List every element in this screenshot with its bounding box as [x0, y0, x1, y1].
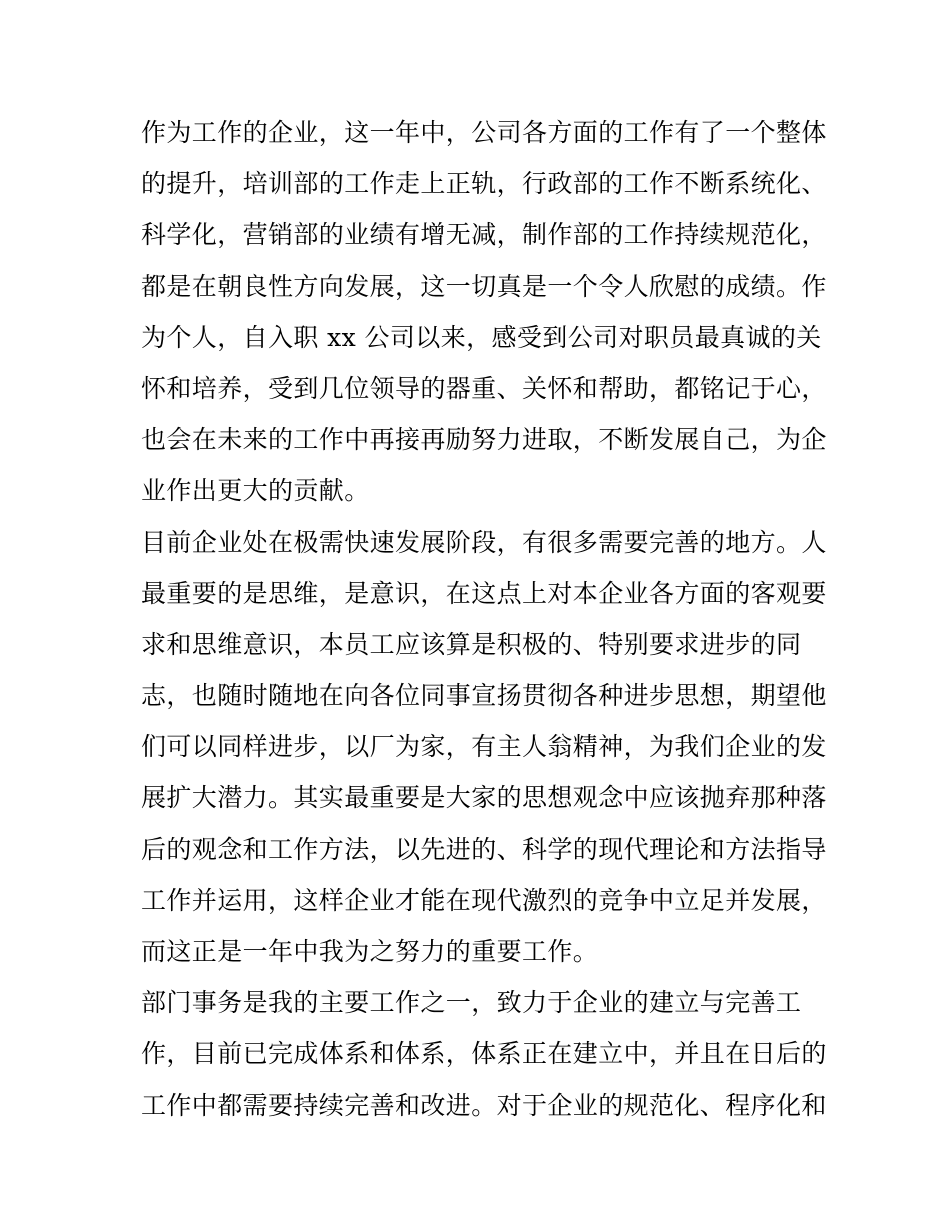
- text-line: 部门事务是我的主要工作之一，致力于企业的建立与完善工: [141, 988, 802, 1018]
- text-line: 的提升，培训部的工作走上正轨，行政部的工作不断系统化、: [141, 169, 827, 199]
- text-line: 业作出更大的贡献。: [141, 476, 370, 506]
- text-line: 作为工作的企业，这一年中，公司各方面的工作有了一个整体: [141, 118, 827, 147]
- text-line: 最重要的是思维，是意识，在这点上对本企业各方面的客观要: [141, 578, 827, 608]
- text-line: 怀和培养，受到几位领导的器重、关怀和帮助，都铭记于心，: [141, 373, 827, 403]
- text-line: 们可以同样进步，以厂为家，有主人翁精神，为我们企业的发: [141, 732, 827, 762]
- text-line: 都是在朝良性方向发展，这一切真是一个令人欣慰的成绩。作: [141, 271, 827, 301]
- document-body: [141, 107, 827, 1131]
- text-line: 工作中都需要持续完善和改进。对于企业的规范化、程序化和: [141, 1090, 827, 1120]
- text-line: 目前企业处在极需快速发展阶段，有很多需要完善的地方。人: [141, 527, 827, 557]
- text-line: 后的观念和工作方法，以先进的、科学的现代理论和方法指导: [141, 834, 827, 864]
- text-line: 求和思维意识，本员工应该算是积极的、特别要求进步的同: [141, 629, 802, 659]
- text-line: 而这正是一年中我为之努力的重要工作。: [141, 937, 599, 966]
- text-line: 展扩大潜力。其实最重要是大家的思想观念中应该抛弃那种落: [141, 783, 827, 813]
- text-line: 志，也随时随地在向各位同事宣扬贯彻各种进步思想，期望他: [141, 681, 827, 711]
- text-line: 工作并运用，这样企业才能在现代激烈的竞争中立足并发展，: [141, 885, 827, 915]
- text-line: 科学化，营销部的业绩有增无减，制作部的工作持续规范化，: [141, 220, 827, 250]
- text-line: 也会在未来的工作中再接再励努力进取，不断发展自己，为企: [141, 425, 827, 455]
- text-line: 为个人，自入职 xx 公司以来，感受到公司对职员最真诚的关: [141, 322, 822, 352]
- text-line: 作，目前已完成体系和体系，体系正在建立中，并且在日后的: [141, 1039, 827, 1069]
